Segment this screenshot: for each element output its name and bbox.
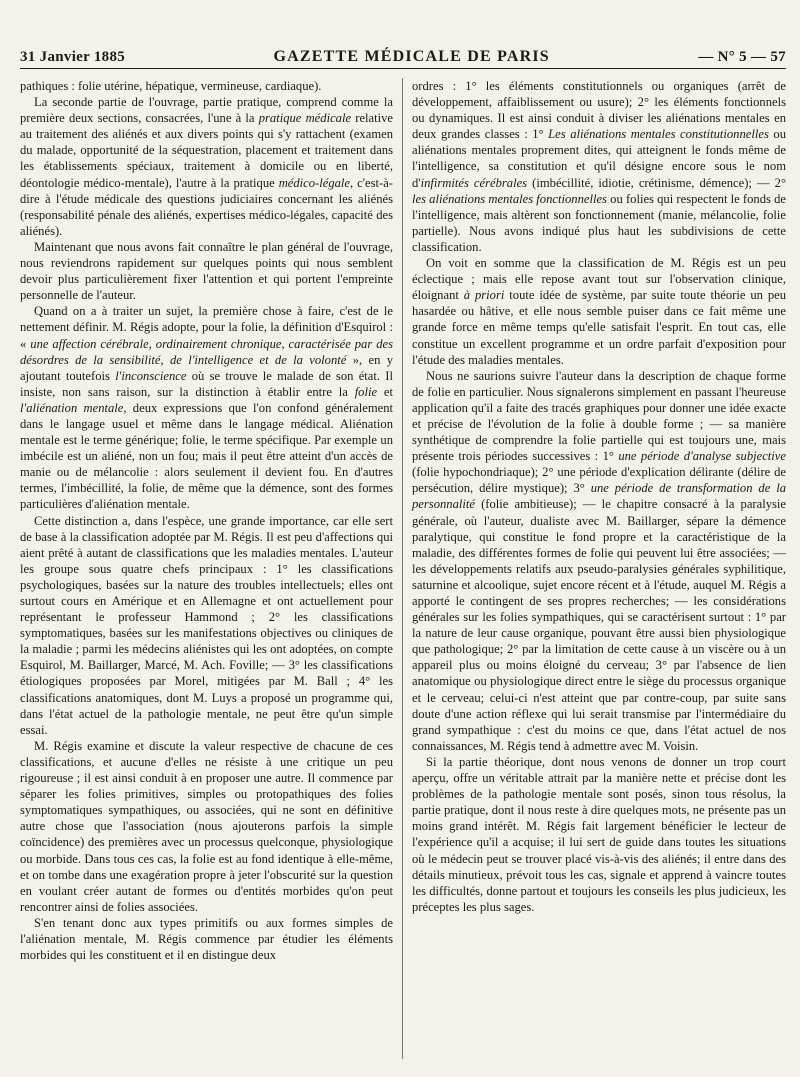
text-run: Quand on a à traiter un sujet, la première chose à faire, c'est de le nettement définir. M. Régis adopte, pour la folie, la définition d'Esquirol : « [20, 304, 393, 351]
page-number: 57 [770, 49, 786, 65]
paragraph [20, 738, 393, 915]
text-run: où se trouve le malade de son état. Il insiste, non sans raison, sur la distinction à établir entre la [20, 368, 393, 399]
issue-number: — N° 5 — [698, 49, 767, 65]
paragraph [412, 754, 786, 915]
text-run: Cette distinction a, dans l'espèce, une grande importance, car elle sert de base à la classification adoptée par M. Régis. Il est peu d'affections qui aient prêté à autant de classifications que les maladies mentales. L'auteur les groupe sous quatre chefs principaux : 1° les classifications psychologiques, basées sur la nature des troubles intellectuels; elles ont surtout cours en Amérique et en Allemagne et ont actuellement pour représentant le professeur Hammond ; 2° les classifications symptomatiques, basées sur les manifestations objectives ou cliniques de la maladie ; parmi les médecins aliénistes qui les ont adoptées, on compte Esquirol, M. Baillarger, Marcé, M. Ach. Foville; — 3° les classifications étiologiques proposées par Morel, mitigées par M. Ball ; 4° les classifications anatomiques, dont M. Luys a proposé un programme qui, dans l'état actuel de la pathologie mentale, ne peut être qu'un simple essai. [20, 513, 393, 737]
journal-title: GAZETTE MÉDICALE DE PARIS [273, 48, 550, 65]
text-run: , deux expressions que l'on confond généralement dans le langage usuel et même dans le langage médical. Aliénation mentale est le terme générique; folie, le terme spécifique. Par exemple un imbécile est un aliéné, non un fou; mais il peut être atteint d'un accès de manie ou de mélancolie : alors seulement il devient fou. En d'autres termes, l'imbécillité, la folie, de même que la démence, sont des formes particulières d'aliénation mentale. [20, 400, 393, 512]
text-run: (folie ambitieuse); — le chapitre consacré à la paralysie générale, où l'auteur, dualiste avec M. Baillarger, sépare la démence paralytique, qui constitue le fond propre et la caractéristique de la maladie, des différentes formes de folie qui peuvent lui être associées; — les développements relatifs aux pseudo-paralysies générales syphilitique, saturnine et alcoolique, sujet encore récent et à l'étude, auquel M. Régis a apporté le contingent de ses propres recherches; — les considérations générales sur les folies sympathiques, qui se caractérisent surtout : 1° par la nature de leur cause organique, pouvant être aussi bien physiologique que pathologique; 2° par la limitation de cette cause à un viscère ou à un appareil plus ou moins éloigné du cerveau; 3° par l'absence de lien anatomique ou physiologique direct entre le siège du processus organique et le cerveau; celui-ci n'est atteint que par contre-coup, par suite sans doute d'une action réflexe qui lui serait transmise par l'intermédiaire du grand sympathique : c'est du moins ce que, dans l'état actuel de nos connaissances, M. Régis tend à admettre avec M. Voisin. [412, 497, 786, 753]
header-issue-page [698, 49, 786, 66]
text-run: M. Régis examine et discute la valeur respective de chacune de ces classifications, et aucune d'elles ne résiste à une critique un peu rigoureuse ; il est ainsi conduit à en proposer une autre. Il commence par séparer les folies primitives, simples ou protopathiques des folies symptomatiques sympathiques, ou associées, qui ne sont en définitive autre chose que l'association (nous ajouterons parfois la simple coïncidence) des premières avec un processus quelconque, physiologique ou morbide. Dans tous ces cas, la folie est au fond identique à elle-même, et on tombe dans une exagération propre à jeter l'obscurité sur la question en voulant créer autant de formes ou d'entités morbides qu'on peut rencontrer ainsi de folies associées. [20, 738, 393, 914]
text-run: toute idée de système, par suite toute théorie un peu hasardée ou hâtive, et elle nous semble puiser dans ce fait même une grande force en même temps qu'elle satisfait l'esprit. En tout cas, elle constitue un excellent programme et un ordre parfait d'exposition pour l'étude des maladies mentales. [412, 288, 787, 367]
text-run: , c'est-à-dire à l'étude médicale des questions judiciaires concernant les aliénés (responsabilité pénale des aliénés, expertises médico-légales, capacité des aliénés). [20, 175, 393, 238]
text-run: ou aliénations mentales proprement dites, qui atteignent le fonds même de l'intelligence, sa constitution et qu'il désigne encore sous le nom d' [412, 127, 786, 190]
italic-run: l'aliénation mentale [20, 400, 124, 415]
text-run: Si la partie théorique, dont nous venons de donner un trop court aperçu, offre un véritable attrait par la manière nette et précise dont les problèmes de la pathologie mentale sont posés, sinon tous résolus, la partie pratique, dont il nous reste à dire quelques mots, ne présente pas un moins grand intérêt. M. Régis fait largement bénéficier le lecteur de l'expérience qu'il a acquise; il lui sert de guide dans toutes les situations où le médecin peut se trouver placé vis-à-vis des aliénés; il entre dans des détails minutieux, prévoit tous les cas, signale et apprend à vaincre toutes les difficultés, donne partout et toujours les conseils les plus judicieux, les préceptes les plus sages. [412, 754, 786, 914]
italic-run: médico-légale [278, 175, 351, 190]
italic-run: l'inconscience [115, 368, 187, 383]
paragraph [20, 303, 393, 512]
paragraph [412, 368, 786, 754]
running-header [20, 42, 786, 66]
italic-run: Les aliénations mentales constitutionnelles [548, 127, 769, 142]
italic-run: une période de transformation de la personnalité [412, 481, 786, 512]
text-run: (folie hypochondriaque); 2° une période d'explication délirante (délire de persécution, délire mystique); 3° [412, 465, 786, 496]
left-column [20, 78, 403, 1059]
text-run: La seconde partie de l'ouvrage, partie pratique, comprend comme la première deux sections, consacrées, l'une à la [20, 95, 393, 126]
italic-run: infirmités cérébrales [420, 175, 528, 190]
italic-run: une affection cérébrale, ordinairement chronique, caractérisée par des désordres de la sensibilité, de l'intelligence et de la volonté [20, 336, 393, 367]
text-run: Maintenant que nous avons fait connaître le plan général de l'ouvrage, nous reviendrons rapidement sur quelques points qui nous semblent devoir plus particulièrement fixer l'attention et qui portent l'empreinte personnelle de l'auteur. [20, 239, 393, 303]
text-run: ordres : 1° les éléments constitutionnels ou organiques (arrêt de développement, affaiblissement ou usure); 2° les éléments fonctionnels ou dynamiques. Il est ainsi conduit à diviser les aliénations mentales en deux grandes classes : 1° [412, 79, 786, 142]
paragraph [20, 94, 393, 239]
italic-run: folie [354, 384, 378, 399]
text-run: ou folies qui respectent le fonds de l'intelligence, mais altèrent son fonctionnement (manie, mélancolie, folie partielle). Nous avons indiqué plus haut les subdivisions de cette classification. [412, 191, 786, 254]
text-run: et [377, 384, 394, 399]
paragraph [412, 255, 786, 368]
text-columns [20, 78, 786, 1059]
text-run: S'en tenant donc aux types primitifs ou aux formes simples de l'aliénation mentale, M. Régis commence par étudier les éléments morbides qui les constituent et il en distingue deux [20, 915, 393, 963]
paragraph [20, 915, 393, 963]
text-run: On voit en somme que la classification de M. Régis est un peu éclectique ; mais elle repose avant tout sur l'observation clinique, éloignant [412, 256, 786, 303]
paragraph [20, 239, 393, 303]
paragraph [20, 513, 393, 738]
paragraph [412, 78, 786, 255]
text-run: pathiques : folie utérine, hépatique, vermineuse, cardiaque). [20, 79, 322, 93]
right-column [403, 78, 786, 1059]
text-run: relative au traitement des aliénés et aux divers points qui s'y rattachent (examen du malade, opportunité de la séquestration, placement et traitement dans les établissements spéciaux, traitement à domicile ou en liberté, déontologie médico-mentale), l'autre à la pratique [20, 111, 394, 190]
header-date: 31 Janvier 1885 [20, 49, 126, 65]
italic-run: une période d'analyse subjective [618, 449, 786, 464]
header-rule [20, 68, 786, 69]
italic-run: les aliénations mentales fonctionnelles [412, 191, 607, 206]
text-run: », en y ajoutant toutefois [20, 352, 394, 383]
paragraph [20, 78, 393, 94]
italic-run: à priori [463, 288, 505, 303]
text-run: (imbécillité, idiotie, crétinisme, démence); — 2° [527, 175, 786, 190]
italic-run: pratique médicale [258, 111, 352, 126]
text-run: Nous ne saurions suivre l'auteur dans la description de chaque forme de folie en particulier. Nous signalerons simplement en passant l'heureuse application qu'il a faite des tracés graphiques pour donner une idée exacte et précise de l'évolution de la folie à double forme ; — sa manière synthétique de comprendre la folie partielle qui est toujours une, mais présente trois périodes successives : 1° [412, 368, 786, 464]
